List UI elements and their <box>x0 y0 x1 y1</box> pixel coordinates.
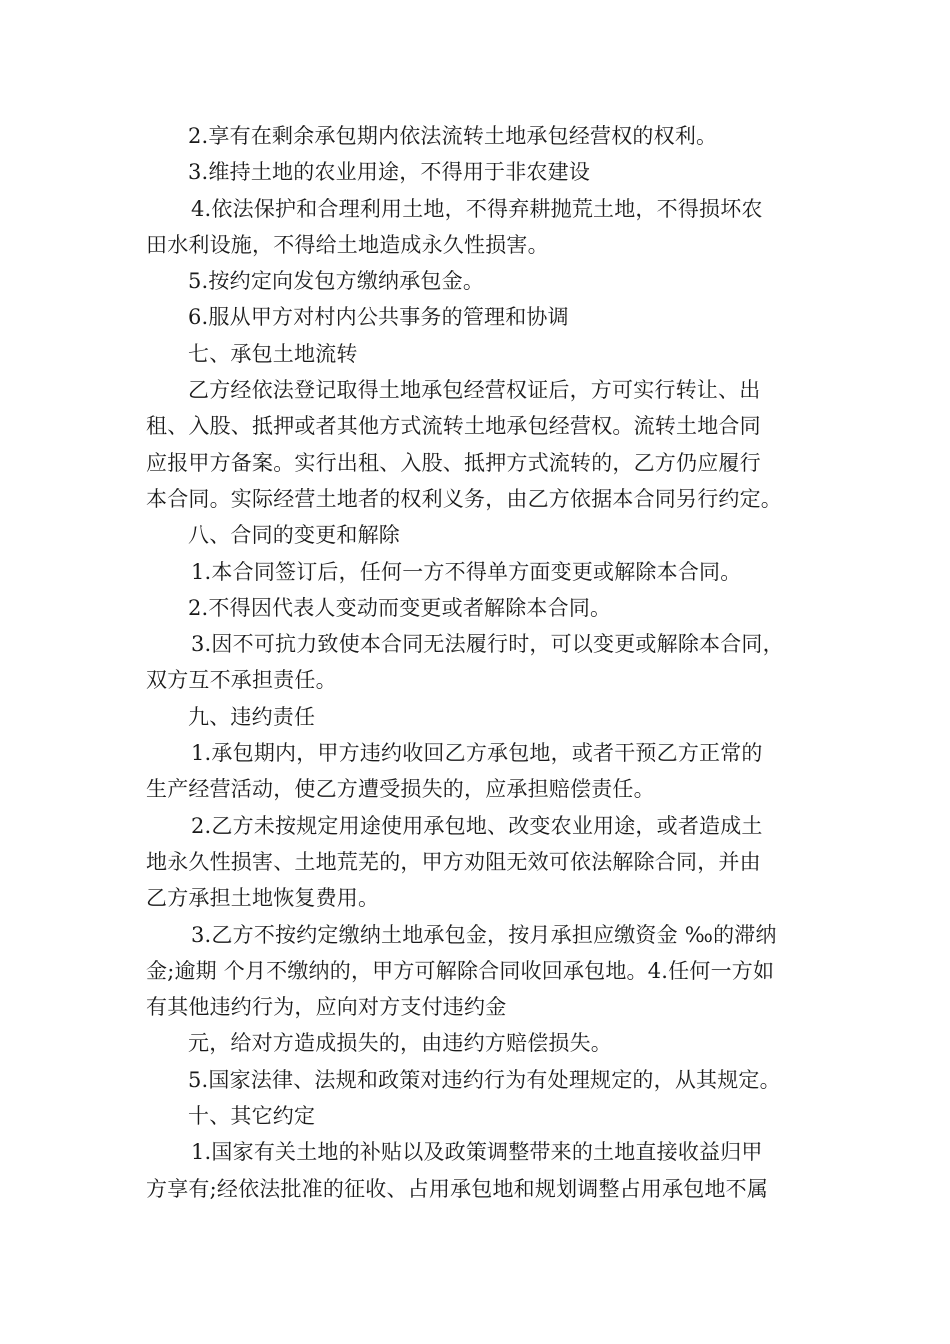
text-line: 有其他违约行为，应向对方支付违约金 <box>146 995 507 1020</box>
text-line: 乙方经依法登记取得土地承包经营权证后，方可实行转让、出 <box>188 378 761 403</box>
text-line: 本合同。实际经营土地者的权利义务，由乙方依据本合同另行约定。 <box>146 486 782 511</box>
text-line: 双方互不承担责任。 <box>146 668 337 693</box>
text-line: 2.享有在剩余承包期内依法流转土地承包经营权的权利。 <box>188 124 718 148</box>
text-line: 租、入股、抵押或者其他方式流转土地承包经营权。流转土地合同 <box>146 414 761 439</box>
text-line: 5.国家法律、法规和政策对违约行为有处理规定的，从其规定。 <box>188 1067 781 1092</box>
document-page <box>146 118 812 1207</box>
text-line: 3.乙方不按约定缴纳土地承包金，按月承担应缴资金 ‰的滞纳 <box>191 922 777 947</box>
text-line: 4.依法保护和合理利用土地，不得弃耕抛荒土地，不得损坏农 <box>191 196 763 221</box>
text-line: 2.乙方未按规定用途使用承包地、改变农业用途，或者造成土 <box>191 813 763 838</box>
section-heading: 八、合同的变更和解除 <box>188 523 400 548</box>
text-line: 应报甲方备案。实行出租、入股、抵押方式流转的，乙方仍应履行 <box>146 450 761 475</box>
text-line: 5.按约定向发包方缴纳承包金。 <box>188 269 485 294</box>
section-heading: 十、其它约定 <box>188 1104 316 1129</box>
section-heading: 九、违约责任 <box>188 704 316 729</box>
text-line: 田水利设施，不得给土地造成永久性损害。 <box>146 232 549 257</box>
text-line: 3.维持土地的农业用途，不得用于非农建设 <box>188 160 591 185</box>
text-line: 金;逾期 个月不缴纳的，甲方可解除合同收回承包地。4.任何一方如 <box>146 958 775 983</box>
section-heading: 七、承包土地流转 <box>188 341 358 366</box>
text-line: 元，给对方造成损失的，由违约方赔偿损失。 <box>188 1031 612 1056</box>
text-line: 1.国家有关土地的补贴以及政策调整带来的土地直接收益归甲 <box>191 1140 763 1165</box>
text-line: 1.承包期内，甲方违约收回乙方承包地，或者干预乙方正常的 <box>191 741 763 766</box>
text-line: 1.本合同签订后，任何一方不得单方面变更或解除本合同。 <box>191 559 742 584</box>
text-line: 2.不得因代表人变动而变更或者解除本合同。 <box>188 595 612 620</box>
text-line: 乙方承担土地恢复费用。 <box>146 886 380 911</box>
text-line: 方享有;经依法批准的征收、占用承包地和规划调整占用承包地不属 <box>146 1176 769 1201</box>
text-line: 3.因不可抗力致使本合同无法履行时，可以变更或解除本合同， <box>191 632 784 657</box>
text-line: 6.服从甲方对村内公共事务的管理和协调 <box>188 305 569 330</box>
text-line: 地永久性损害、土地荒芜的，甲方劝阻无效可依法解除合同，并由 <box>146 849 761 874</box>
text-line: 生产经营活动，使乙方遭受损失的，应承担赔偿责任。 <box>146 777 655 802</box>
